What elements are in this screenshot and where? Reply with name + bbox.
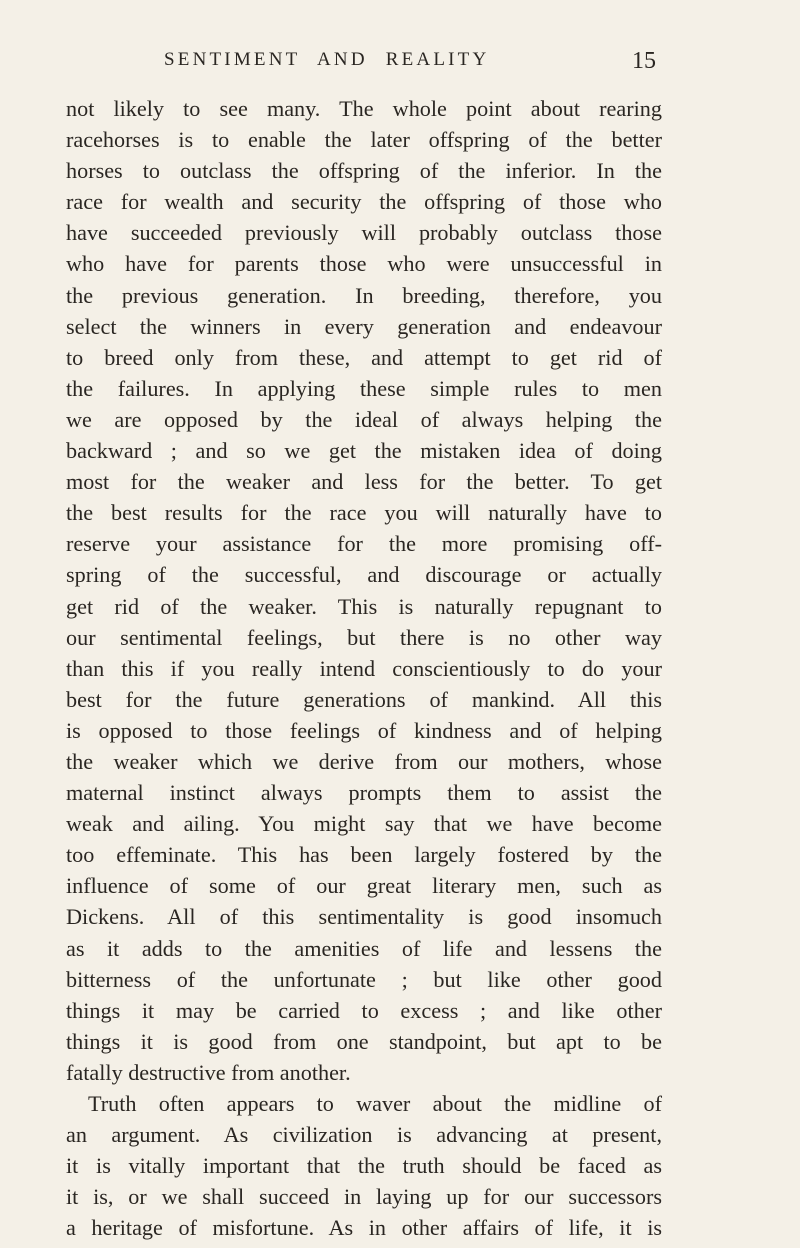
paragraph-2 [66,1088,662,1243]
body-text [66,93,662,1243]
text-line: is opposed to those feelings of kindness and of helping [66,717,662,743]
text-line: the previous generation. In breeding, therefore, you [66,282,662,308]
text-line: have succeeded previously will probably outclass those [66,220,662,246]
text-line: too effeminate. This has been largely fostered by the [66,842,662,868]
text-line: than this if you really intend conscientiously to do your [66,655,662,681]
text-line: Truth often appears to waver about the midline of [88,1091,662,1116]
text-line: select the winners in every generation and endeavour [66,313,662,339]
text-line: an argument. As civilization is advancing at present, [66,1122,662,1148]
text-line: the failures. In applying these simple rules to men [66,375,662,401]
page-number: 15 [632,48,656,74]
text-line: get rid of the weaker. This is naturally repugnant to [66,593,662,619]
text-line: fatally destructive from another. [66,1059,351,1085]
text-line: reserve your assistance for the more promising off- [66,531,662,557]
paragraph-1 [66,93,662,1088]
text-line: maternal instinct always prompts them to assist the [66,780,662,806]
text-line: race for wealth and security the offspring of those who [66,189,662,215]
text-line: horses to outclass the offspring of the inferior. In the [66,158,662,184]
text-line: it is, or we shall succeed in laying up for our successors [66,1184,662,1210]
text-line: best for the future generations of mankind. All this [66,686,662,712]
running-title: SENTIMENT AND REALITY [164,49,490,70]
text-line: our sentimental feelings, but there is no other way [66,624,662,650]
running-head [66,40,656,80]
text-line: to breed only from these, and attempt to get rid of [66,344,662,370]
text-line: it is vitally important that the truth should be faced as [66,1153,662,1179]
text-line: who have for parents those who were unsuccessful in [66,251,662,277]
text-line: not likely to see many. The whole point about rearing [66,96,662,121]
text-line: Dickens. All of this sentimentality is good insomuch [66,904,662,930]
text-line: racehorses is to enable the later offspring of the better [66,127,662,153]
text-line: things it may be carried to excess ; and like other [66,997,662,1023]
text-line: things it is good from one standpoint, but apt to be [66,1028,662,1054]
text-line: backward ; and so we get the mistaken idea of doing [66,438,662,464]
text-line: most for the weaker and less for the better. To get [66,469,662,495]
text-line: influence of some of our great literary men, such as [66,873,662,899]
text-line: the weaker which we derive from our mothers, whose [66,748,662,774]
text-line: we are opposed by the ideal of always helping the [66,406,662,432]
text-line: a heritage of misfortune. As in other affairs of life, it is [66,1215,662,1241]
text-line: bitterness of the unfortunate ; but like other good [66,966,662,992]
text-line: spring of the successful, and discourage or actually [66,562,662,588]
text-line: weak and ailing. You might say that we have become [66,811,662,837]
text-line: as it adds to the amenities of life and lessens the [66,935,662,961]
text-line: the best results for the race you will naturally have to [66,500,662,526]
